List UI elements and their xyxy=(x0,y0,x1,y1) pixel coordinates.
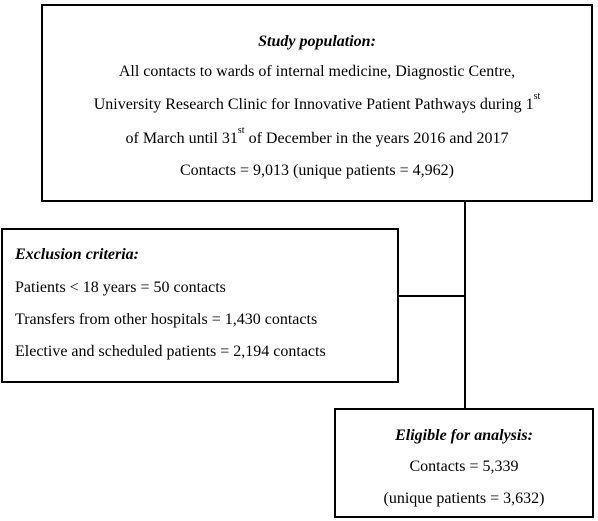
study-population-line-2-text: University Research Clinic for Innovative Patient Pathways during 1 xyxy=(93,96,534,113)
connector-vertical xyxy=(464,202,466,408)
study-population-line-1: All contacts to wards of internal medicine, Diagnostic Centre, xyxy=(118,63,516,80)
study-population-title: Study population: xyxy=(258,33,376,50)
study-population-contacts: Contacts = 9,013 (unique patients = 4,962) xyxy=(179,162,454,179)
exclusion-criteria-title: Exclusion criteria: xyxy=(15,246,140,263)
exclusion-item: Elective and scheduled patients = 2,194 contacts xyxy=(15,343,326,360)
exclusion-criteria-box xyxy=(1,228,399,383)
exclusion-item: Transfers from other hospitals = 1,430 contacts xyxy=(15,311,318,328)
eligible-contacts: Contacts = 5,339 xyxy=(409,458,519,475)
connector-horizontal xyxy=(399,295,465,297)
study-population-line-2-sup: st xyxy=(533,90,541,102)
eligible-for-analysis-box xyxy=(334,408,594,518)
study-population-box xyxy=(41,4,593,202)
study-population-line-3-post: of December in the years 2016 and 2017 xyxy=(244,130,509,147)
exclusion-item: Patients < 18 years = 50 contacts xyxy=(15,279,226,296)
study-population-line-3-sup: st xyxy=(237,124,245,136)
eligible-title: Eligible for analysis: xyxy=(395,427,533,444)
study-population-line-3 xyxy=(43,124,591,149)
study-population-line-2 xyxy=(43,90,591,115)
study-population-line-3-pre: of March until 31 xyxy=(125,130,238,147)
eligible-unique-patients: (unique patients = 3,632) xyxy=(383,490,545,507)
